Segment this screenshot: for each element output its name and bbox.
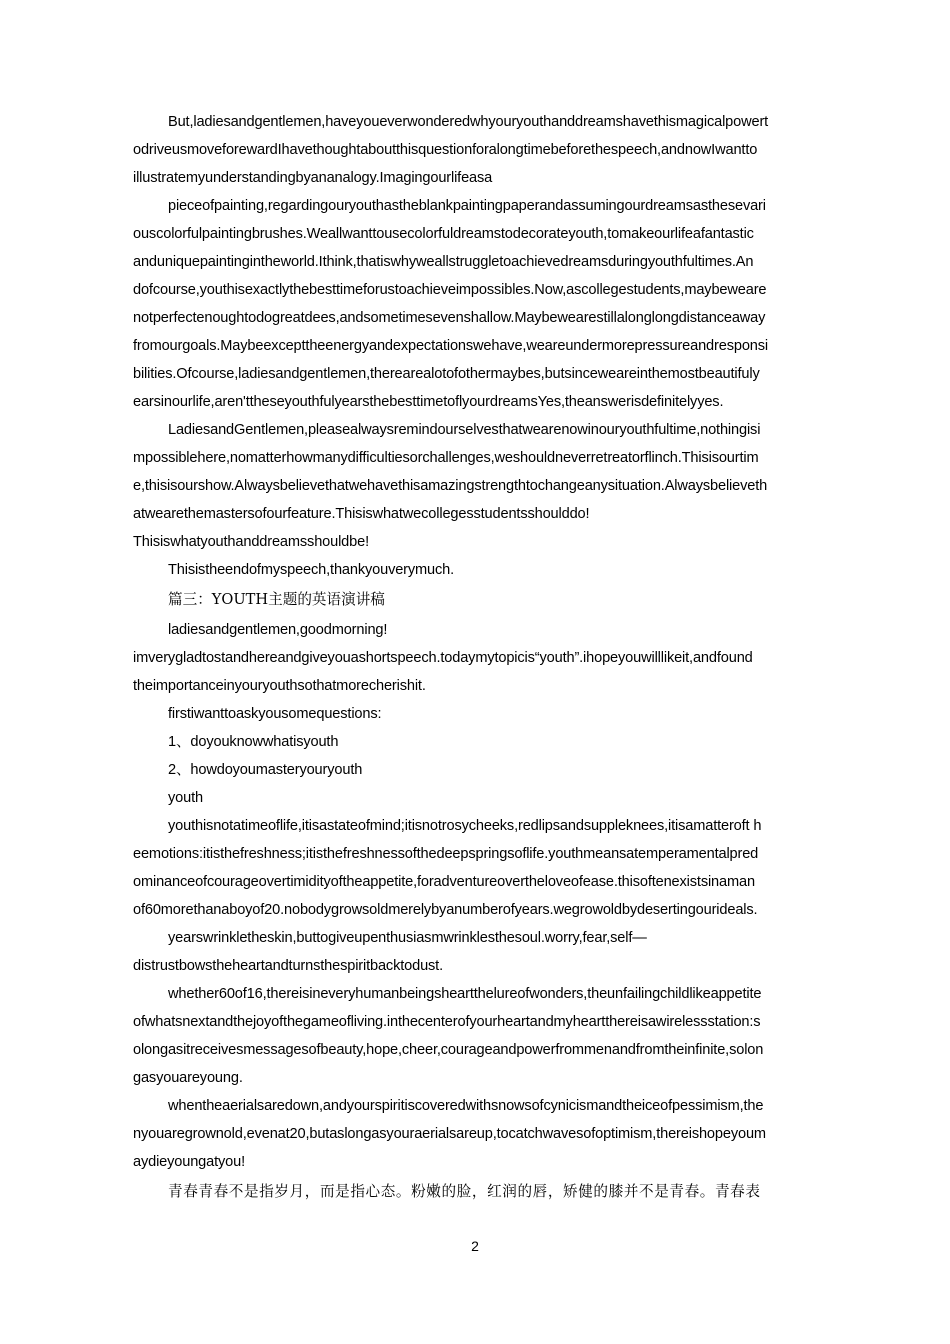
text-line: nyouaregrownold,evenat20,butaslongasyouraerialsareup,tocatchwavesofoptimism,thereishopeyoum [133,1126,766,1142]
text-line: pieceofpainting,regardingouryouthastheblankpaintingpaperandassumingourdreamsasthesevari [168,198,766,214]
text-line: youth [168,790,203,806]
text-line: eemotions:itisthefreshness;itisthefreshnessofthedeepspringsoflife.youthmeansatemperamentalpred [133,846,759,862]
text-line: whentheaerialsaredown,andyourspiritiscoveredwithsnowsofcynicismandtheiceofpessimism,the [168,1098,764,1114]
body-text [133,108,835,1206]
text-line: atwearethemastersofourfeature.Thisiswhatwecollegesstudentsshoulddo! [133,506,590,522]
text-line: ofwhatsnextandthejoyofthegameofliving.inthecenterofyourheartandmyheartthereisawirelessstation:s [133,1014,761,1030]
text-line: e,thisisourshow.Alwaysbelievethatwehavethisamazingstrengthtochangeanysituation.Alwaysbelieveth [133,478,768,494]
text-line: dofcourse,youthisexactlythebesttimeforustoachieveimpossibles.Now,ascollegestudents,maybeweare [133,282,767,298]
text-line: youthisnotatimeoflife,itisastateofmind;itisnotrosycheeks,redlipsandsuppleknees,itisamatteroft h [168,818,762,834]
page-number: 2 [471,1238,479,1254]
text-line: earsinourlife,aren'ttheseyouthfulyearsthebesttimetoflyourdreamsYes,theanswerisdefinitelyyes. [133,394,724,410]
text-line: 1、doyouknowwhatisyouth [168,734,339,750]
text-line: yearswrinkletheskin,buttogiveupenthusiasmwrinklesthesoul.worry,fear,self— [168,930,647,946]
text-line: distrustbowstheheartandturnsthespiritbacktodust. [133,958,443,974]
text-line: ladiesandgentlemen,goodmorning! [168,622,388,638]
text-line: notperfectenoughtodogreatdees,andsometimesevenshallow.Maybewearestillalonglongdistanceaway [133,310,766,326]
text-line: theimportanceinyouryouthsothatmorecherishit. [133,678,426,694]
text-line: Thisiswhatyouthanddreamsshouldbe! [133,534,369,550]
text-line: mpossiblehere,nomatterhowmanydifficultiesorchallenges,weshouldneverretreatorflinch.Thisisourtim [133,450,759,466]
text-line: aydieyoungatyou! [133,1154,246,1170]
text-line: 2、howdoyoumasteryouryouth [168,762,363,778]
text-line: gasyouareyoung. [133,1070,243,1086]
section-heading: 篇三：YOUTH主题的英语演讲稿 [168,591,385,608]
text-line: ouscolorfulpaintingbrushes.Weallwanttousecolorfuldreamstodecorateyouth,tomakeourlifeafantastic [133,226,754,242]
chinese-text-line: 青春青春不是指岁月，而是指心态。粉嫩的脸，红润的唇，矫健的膝并不是青春。青春表 [168,1183,761,1200]
text-line: firstiwanttoaskyousomequestions: [168,706,382,722]
text-line: But,ladiesandgentlemen,haveyoueverwonderedwhyouryouthanddreamshavethismagicalpowert [168,114,769,130]
text-line: imverygladtostandhereandgiveyouashortspeech.todaymytopicis“youth”.ihopeyouwilllikeit,andfound [133,650,753,666]
text-line: odriveusmoveforewardIhavethoughtaboutthisquestionforalongtimebeforethespeech,andnowIwantto [133,142,758,158]
text-line: fromourgoals.Maybeexcepttheenergyandexpectationswehave,weareundermorepressureandresponsi [133,338,768,354]
text-line: illustratemyunderstandingbyananalogy.Imagingourlifeasa [133,170,493,186]
text-line: Thisistheendofmyspeech,thankyouverymuch. [168,562,455,578]
text-line: ominanceofcourageovertimidityoftheappetite,foradventureovertheloveofease.thisoftenexistsinaman [133,874,755,890]
text-line: LadiesandGentlemen,pleasealwaysremindourselvesthatwearenowinouryouthfultime,nothingisi [168,422,761,438]
text-line: anduniquepaintingintheworld.Ithink,thatiswhyweallstruggletoachievedreamsduringyouthfultimes.An [133,254,754,270]
text-line: olongasitreceivesmessagesofbeauty,hope,cheer,courageandpowerfrommenandfromtheinfinite,solon [133,1042,764,1058]
text-line: of60morethanaboyof20.nobodygrowsoldmerelybyanumberofyears.wegrowoldbydesertingourideals. [133,902,758,918]
text-line: whether60of16,thereisineveryhumanbeingsheartthelureofwonders,theunfailingchildlikeappetite [168,986,762,1002]
text-line: bilities.Ofcourse,ladiesandgentlemen,therearealotofothermaybes,butsinceweareinthemostbeautifuly [133,366,760,382]
